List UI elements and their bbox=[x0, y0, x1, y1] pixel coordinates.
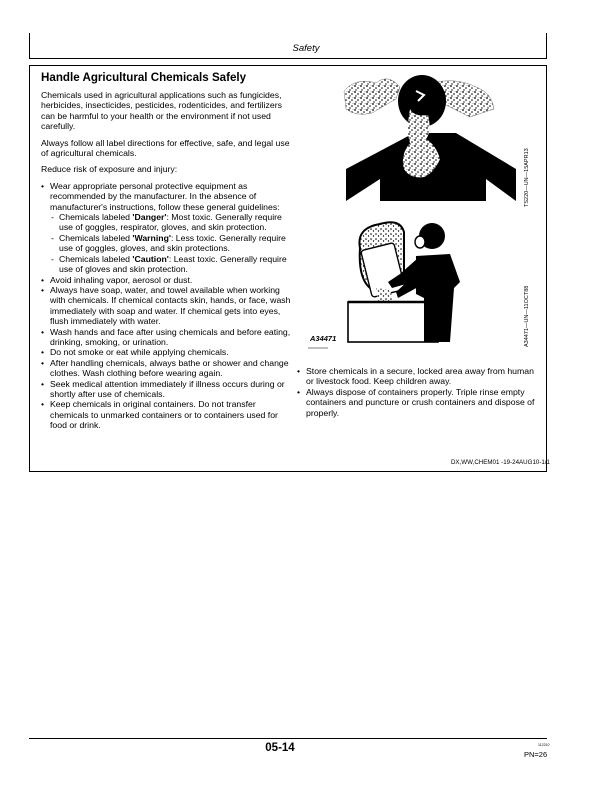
figure-1-reference: TS220—UN—15APR13 bbox=[524, 148, 530, 207]
figure-2-reference: A34471—UN—11OCT88 bbox=[524, 285, 530, 347]
ppe-bullet-text: Wear appropriate personal protective equipment as recommended by the manufacturer. In the absence of manufacturer's instructions, follow these general guidelines: bbox=[50, 180, 280, 212]
warning-text: : Less toxic. Generally require use of goggles, gloves, and skin protections. bbox=[59, 232, 286, 254]
caution-item bbox=[50, 254, 291, 275]
reduce-risk-paragraph: Reduce risk of exposure and injury: bbox=[41, 164, 178, 175]
list-item: • After handling chemicals, always bathe or shower and change clothes. Wash clothing before wearing again. bbox=[41, 358, 291, 379]
list-item: • Store chemicals in a secure, locked area away from human or livestock food. Keep children away. bbox=[297, 366, 542, 387]
figure-2-code: A34471 bbox=[310, 334, 337, 343]
left-column bbox=[41, 71, 291, 431]
warning-prefix: Chemicals labeled bbox=[59, 232, 133, 243]
inhalation-hazard-illustration bbox=[336, 73, 522, 213]
document-reference: DX,WW,CHEM01 -19-24AUG10-1/1 bbox=[450, 459, 550, 466]
right-column bbox=[297, 366, 542, 418]
list-item: • Do not smoke or eat while applying chemicals. bbox=[41, 347, 291, 357]
caution-text: : Least toxic. Generally require use of gloves and skin protection. bbox=[59, 253, 287, 275]
danger-text: : Most toxic. Generally require use of goggles, respirator, gloves, and skin protection. bbox=[59, 212, 282, 233]
label-sublist bbox=[50, 212, 291, 274]
list-item: • Avoid inhaling vapor, aerosol or dust. bbox=[41, 275, 291, 285]
footer-small-code: 112210 bbox=[538, 743, 550, 747]
warning-label: 'Warning' bbox=[132, 232, 171, 243]
page-header-title: Safety bbox=[292, 43, 320, 54]
list-item: • Keep chemicals in original containers. Do not transfer chemicals to unmarked containers or to containers used for food or drink. bbox=[41, 399, 291, 430]
section-heading: Handle Agricultural Chemicals Safely bbox=[41, 71, 247, 84]
list-item bbox=[41, 181, 291, 275]
caution-prefix: Chemicals labeled bbox=[59, 253, 133, 264]
pn-number: PN=26 bbox=[524, 750, 548, 759]
safety-bullet-list bbox=[41, 181, 291, 431]
footer-rule bbox=[29, 738, 547, 739]
danger-prefix: Chemicals labeled bbox=[59, 212, 133, 223]
danger-label: 'Danger' bbox=[132, 212, 167, 223]
caution-label: 'Caution' bbox=[132, 253, 169, 264]
label-directions-paragraph: Always follow all label directions for effective, safe, and legal use of agricultural chemicals. bbox=[41, 137, 290, 159]
header-rule bbox=[29, 58, 547, 59]
danger-item bbox=[50, 212, 291, 233]
intro-paragraph: Chemicals used in agricultural applications such as fungicides, herbicides, insecticides, pesticides, rodenticides, and fertilizers can be harmful to your health or the environment if not used carefully. bbox=[41, 90, 282, 132]
list-item: • Always dispose of containers properly. Triple rinse empty containers and puncture or crush containers and dispose of properly. bbox=[297, 387, 542, 418]
list-item: • Wash hands and face after using chemicals and before eating, drinking, smoking, or urination. bbox=[41, 327, 291, 348]
list-item: • Seek medical attention immediately if illness occurs during or shortly after use of chemicals. bbox=[41, 379, 291, 400]
warning-item bbox=[50, 233, 291, 254]
storage-bullet-list bbox=[297, 366, 542, 418]
page-number: 05-14 bbox=[265, 742, 295, 754]
list-item: • Always have soap, water, and towel available when working with chemicals. If chemical contacts skin, hands, or face, wash immediately with soap and water. If chemical gets into eyes, flush immediately with water. bbox=[41, 285, 291, 327]
